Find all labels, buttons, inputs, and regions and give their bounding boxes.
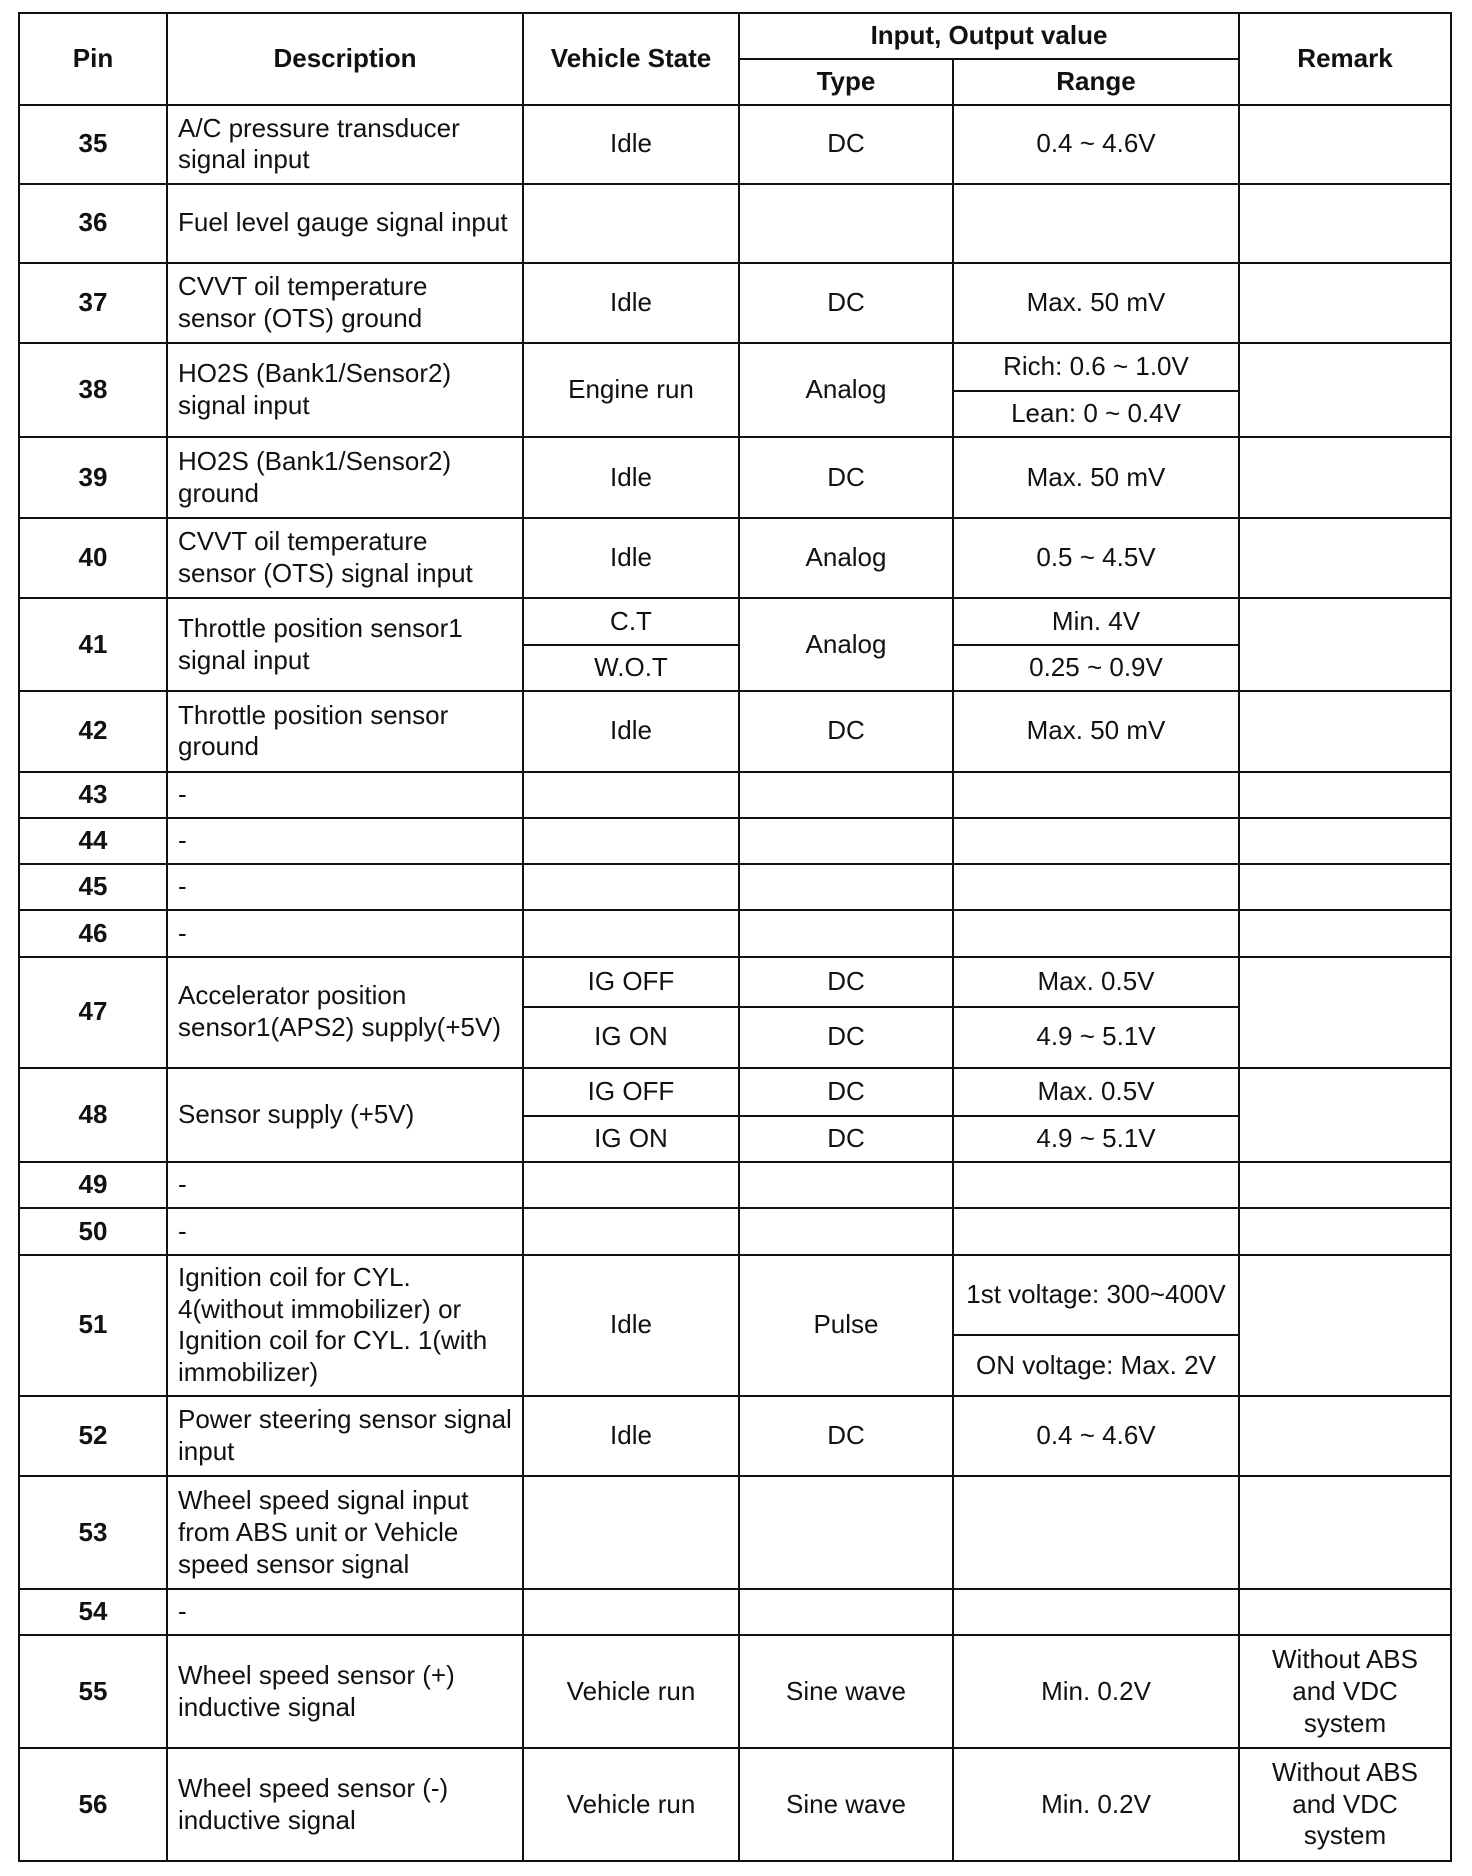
vehicle-state-cell: Idle [523, 1396, 739, 1477]
description-cell: - [167, 1162, 523, 1208]
range-cell: Min. 4V [953, 598, 1239, 644]
table-row [19, 1476, 1451, 1589]
vehicle-state-cell: IG OFF [523, 1068, 739, 1116]
header-vehicle-state: Vehicle State [523, 13, 739, 105]
pin-cell: 53 [19, 1476, 167, 1589]
pin-cell: 46 [19, 910, 167, 956]
type-cell: Sine wave [739, 1748, 953, 1861]
pin-cell: 44 [19, 818, 167, 864]
vehicle-state-cell [523, 772, 739, 818]
type-cell: DC [739, 105, 953, 184]
pin-cell: 52 [19, 1396, 167, 1477]
range-cell: Max. 0.5V [953, 1068, 1239, 1116]
pin-cell: 48 [19, 1068, 167, 1163]
type-cell: DC [739, 1396, 953, 1477]
range-cell: Max. 50 mV [953, 437, 1239, 518]
type-cell: Sine wave [739, 1635, 953, 1748]
table-row [19, 437, 1451, 518]
vehicle-state-cell [523, 1476, 739, 1589]
vehicle-state-cell [523, 184, 739, 264]
vehicle-state-cell: Idle [523, 437, 739, 518]
pin-cell: 50 [19, 1208, 167, 1254]
description-cell: A/C pressure transducer signal input [167, 105, 523, 184]
range-cell: Max. 50 mV [953, 263, 1239, 343]
range-cell: Min. 0.2V [953, 1635, 1239, 1748]
pin-cell: 45 [19, 864, 167, 910]
description-cell: - [167, 772, 523, 818]
vehicle-state-cell: Idle [523, 105, 739, 184]
description-cell: CVVT oil temperature sensor (OTS) ground [167, 263, 523, 343]
description-cell: Ignition coil for CYL. 4(without immobilizer) or Ignition coil for CYL. 1(with immobilizer) [167, 1255, 523, 1396]
table-row [19, 1255, 1451, 1336]
header-range: Range [953, 59, 1239, 105]
type-cell: DC [739, 691, 953, 772]
remark-cell [1239, 1255, 1451, 1396]
remark-cell [1239, 957, 1451, 1068]
type-cell [739, 1476, 953, 1589]
range-cell: 0.5 ~ 4.5V [953, 518, 1239, 599]
table-row [19, 1589, 1451, 1635]
pin-cell: 37 [19, 263, 167, 343]
pin-cell: 55 [19, 1635, 167, 1748]
description-cell: - [167, 910, 523, 956]
remark-cell [1239, 184, 1451, 264]
remark-cell [1239, 105, 1451, 184]
table-row [19, 691, 1451, 772]
range-cell [953, 184, 1239, 264]
remark-cell [1239, 910, 1451, 956]
vehicle-state-cell: Idle [523, 263, 739, 343]
remark-cell [1239, 1476, 1451, 1589]
pin-cell: 43 [19, 772, 167, 818]
remark-cell [1239, 343, 1451, 438]
remark-cell [1239, 1396, 1451, 1477]
remark-cell [1239, 437, 1451, 518]
header-io-value: Input, Output value [739, 13, 1239, 59]
type-cell: DC [739, 437, 953, 518]
remark-cell [1239, 598, 1451, 691]
type-cell [739, 910, 953, 956]
description-cell: CVVT oil temperature sensor (OTS) signal input [167, 518, 523, 599]
pin-cell: 54 [19, 1589, 167, 1635]
type-cell [739, 818, 953, 864]
range-cell [953, 818, 1239, 864]
description-cell: Wheel speed sensor (+) inductive signal [167, 1635, 523, 1748]
vehicle-state-cell [523, 864, 739, 910]
range-cell: Lean: 0 ~ 0.4V [953, 391, 1239, 437]
description-cell: - [167, 1208, 523, 1254]
vehicle-state-cell: Vehicle run [523, 1635, 739, 1748]
pin-cell: 41 [19, 598, 167, 691]
description-cell: - [167, 864, 523, 910]
table-row [19, 343, 1451, 391]
description-cell: Sensor supply (+5V) [167, 1068, 523, 1163]
type-cell [739, 864, 953, 910]
type-cell [739, 184, 953, 264]
range-cell [953, 1589, 1239, 1635]
remark-cell [1239, 772, 1451, 818]
range-cell [953, 910, 1239, 956]
pin-cell: 42 [19, 691, 167, 772]
remark-cell [1239, 818, 1451, 864]
type-cell [739, 1208, 953, 1254]
type-cell: DC [739, 957, 953, 1007]
table-row [19, 1748, 1451, 1861]
header-description: Description [167, 13, 523, 105]
vehicle-state-cell: IG OFF [523, 957, 739, 1007]
vehicle-state-cell: W.O.T [523, 645, 739, 691]
type-cell: Pulse [739, 1255, 953, 1396]
table-row [19, 910, 1451, 956]
remark-cell [1239, 1208, 1451, 1254]
vehicle-state-cell: IG ON [523, 1007, 739, 1067]
range-cell: 0.4 ~ 4.6V [953, 1396, 1239, 1477]
pin-cell: 39 [19, 437, 167, 518]
range-cell: 1st voltage: 300~400V [953, 1255, 1239, 1336]
description-cell: Wheel speed sensor (-) inductive signal [167, 1748, 523, 1861]
header-type: Type [739, 59, 953, 105]
type-cell: DC [739, 1007, 953, 1067]
table-row [19, 1208, 1451, 1254]
remark-cell [1239, 263, 1451, 343]
remark-cell: Without ABS and VDC system [1239, 1748, 1451, 1861]
range-cell: 0.25 ~ 0.9V [953, 645, 1239, 691]
remark-cell [1239, 518, 1451, 599]
range-cell: 4.9 ~ 5.1V [953, 1116, 1239, 1162]
range-cell [953, 1476, 1239, 1589]
vehicle-state-cell [523, 1589, 739, 1635]
description-cell: HO2S (Bank1/Sensor2) ground [167, 437, 523, 518]
range-cell: 0.4 ~ 4.6V [953, 105, 1239, 184]
range-cell: Min. 0.2V [953, 1748, 1239, 1861]
table-row [19, 957, 1451, 1007]
remark-cell [1239, 1589, 1451, 1635]
range-cell [953, 1208, 1239, 1254]
vehicle-state-cell: IG ON [523, 1116, 739, 1162]
remark-cell: Without ABS and VDC system [1239, 1635, 1451, 1748]
pin-table [18, 12, 1452, 1862]
range-cell [953, 772, 1239, 818]
description-cell: Accelerator position sensor1(APS2) supply(+5V) [167, 957, 523, 1068]
vehicle-state-cell [523, 1162, 739, 1208]
description-cell: Power steering sensor signal input [167, 1396, 523, 1477]
vehicle-state-cell: Idle [523, 518, 739, 599]
pin-cell: 40 [19, 518, 167, 599]
pin-cell: 35 [19, 105, 167, 184]
vehicle-state-cell: Idle [523, 691, 739, 772]
range-cell: Rich: 0.6 ~ 1.0V [953, 343, 1239, 391]
table-row [19, 772, 1451, 818]
vehicle-state-cell: C.T [523, 598, 739, 644]
vehicle-state-cell: Engine run [523, 343, 739, 438]
range-cell: Max. 50 mV [953, 691, 1239, 772]
range-cell: 4.9 ~ 5.1V [953, 1007, 1239, 1067]
pin-cell: 51 [19, 1255, 167, 1396]
vehicle-state-cell: Vehicle run [523, 1748, 739, 1861]
table-row [19, 818, 1451, 864]
pin-cell: 38 [19, 343, 167, 438]
pin-cell: 49 [19, 1162, 167, 1208]
description-cell: Throttle position sensor1 signal input [167, 598, 523, 691]
description-cell: HO2S (Bank1/Sensor2) signal input [167, 343, 523, 438]
table-row [19, 184, 1451, 264]
type-cell [739, 772, 953, 818]
remark-cell [1239, 864, 1451, 910]
table-row [19, 1635, 1451, 1748]
remark-cell [1239, 1068, 1451, 1163]
range-cell [953, 864, 1239, 910]
description-cell: Throttle position sensor ground [167, 691, 523, 772]
type-cell: DC [739, 1116, 953, 1162]
vehicle-state-cell: Idle [523, 1255, 739, 1396]
remark-cell [1239, 1162, 1451, 1208]
pin-cell: 56 [19, 1748, 167, 1861]
header-remark: Remark [1239, 13, 1451, 105]
table-row [19, 105, 1451, 184]
type-cell: Analog [739, 518, 953, 599]
table-row [19, 263, 1451, 343]
table-row [19, 864, 1451, 910]
table-row [19, 1396, 1451, 1477]
remark-cell [1239, 691, 1451, 772]
range-cell: Max. 0.5V [953, 957, 1239, 1007]
pin-cell: 47 [19, 957, 167, 1068]
range-cell [953, 1162, 1239, 1208]
description-cell: Fuel level gauge signal input [167, 184, 523, 264]
description-cell: Wheel speed signal input from ABS unit or Vehicle speed sensor signal [167, 1476, 523, 1589]
pin-cell: 36 [19, 184, 167, 264]
description-cell: - [167, 1589, 523, 1635]
table-row [19, 1068, 1451, 1116]
type-cell: DC [739, 1068, 953, 1116]
type-cell: DC [739, 263, 953, 343]
vehicle-state-cell [523, 818, 739, 864]
type-cell: Analog [739, 598, 953, 691]
table-row [19, 598, 1451, 644]
type-cell: Analog [739, 343, 953, 438]
vehicle-state-cell [523, 1208, 739, 1254]
description-cell: - [167, 818, 523, 864]
header-pin: Pin [19, 13, 167, 105]
vehicle-state-cell [523, 910, 739, 956]
table-row [19, 518, 1451, 599]
type-cell [739, 1162, 953, 1208]
type-cell [739, 1589, 953, 1635]
table-row [19, 1162, 1451, 1208]
range-cell: ON voltage: Max. 2V [953, 1335, 1239, 1395]
